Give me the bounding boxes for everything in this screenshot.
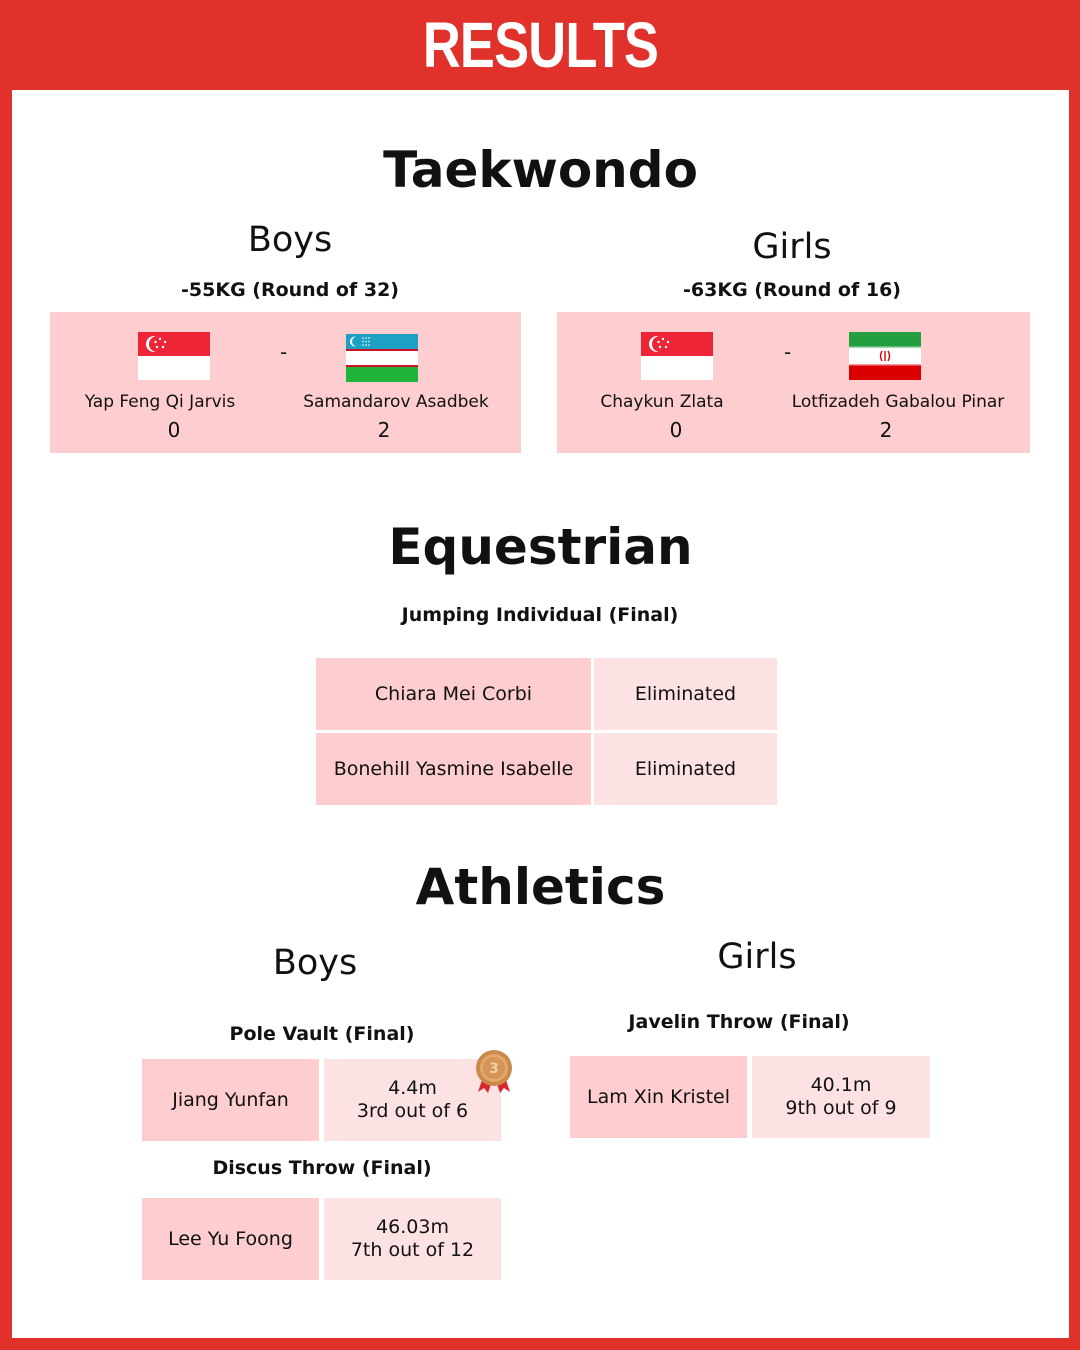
- table-cell-name: Bonehill Yasmine Isabelle: [316, 733, 591, 805]
- table-cell-result: [752, 1056, 930, 1138]
- taekwondo-title: Taekwondo: [383, 141, 698, 199]
- singapore-flag-icon: [138, 332, 210, 380]
- table-cell-name: Lam Xin Kristel: [570, 1056, 747, 1138]
- table-cell-name: Jiang Yunfan: [142, 1059, 319, 1141]
- athletics-girls-label: Girls: [717, 937, 797, 977]
- result-mark: 40.1m: [810, 1074, 872, 1097]
- table-cell-result: Eliminated: [594, 733, 777, 805]
- result-place: 3rd out of 6: [356, 1100, 469, 1122]
- athletics-boys-label: Boys: [272, 943, 358, 983]
- athlete-score: 0: [167, 418, 181, 442]
- header-banner: [0, 0, 1080, 90]
- singapore-flag-icon: [641, 332, 713, 380]
- page-title: RESULTS: [422, 9, 658, 81]
- equestrian-title: Equestrian: [388, 518, 693, 576]
- athlete-score: 2: [377, 418, 391, 442]
- iran-flag-icon: [849, 332, 921, 380]
- table-cell-name: Chiara Mei Corbi: [316, 658, 591, 730]
- athletics-boys-event: Discus Throw (Final): [212, 1157, 432, 1179]
- taekwondo-girls-event: -63KG (Round of 16): [683, 279, 901, 301]
- athlete-name: Lotfizadeh Gabalou Pinar: [791, 392, 1005, 412]
- athlete-name: Yap Feng Qi Jarvis: [84, 392, 236, 412]
- bronze-medal-icon: [472, 1048, 516, 1094]
- results-panel: [12, 90, 1069, 1338]
- taekwondo-girls-label: Girls: [752, 227, 832, 267]
- taekwondo-boys-match-card: [50, 312, 521, 453]
- match-separator: -: [280, 340, 288, 364]
- taekwondo-boys-label: Boys: [247, 220, 333, 260]
- athlete-score: 0: [669, 418, 683, 442]
- result-mark: 46.03m: [376, 1216, 449, 1239]
- taekwondo-girls-match-card: [557, 312, 1030, 453]
- table-cell-result: [324, 1198, 501, 1280]
- taekwondo-boys-event: -55KG (Round of 32): [181, 279, 399, 301]
- table-cell-name: Lee Yu Foong: [142, 1198, 319, 1280]
- result-place: 9th out of 9: [785, 1097, 897, 1119]
- athlete-score: 2: [879, 418, 893, 442]
- result-mark: 4.4m: [388, 1077, 437, 1100]
- athlete-name: Samandarov Asadbek: [303, 392, 489, 412]
- uzbekistan-flag-icon: [346, 334, 418, 382]
- svg-text:3: 3: [489, 1061, 499, 1077]
- equestrian-event: Jumping Individual (Final): [401, 604, 679, 626]
- result-place: 7th out of 12: [350, 1239, 475, 1261]
- athlete-name: Chaykun Zlata: [600, 392, 724, 412]
- athletics-girls-event: Javelin Throw (Final): [628, 1011, 850, 1033]
- match-separator: -: [784, 340, 792, 364]
- athletics-title: Athletics: [415, 858, 666, 916]
- athletics-boys-event: Pole Vault (Final): [229, 1023, 415, 1045]
- table-cell-result: Eliminated: [594, 658, 777, 730]
